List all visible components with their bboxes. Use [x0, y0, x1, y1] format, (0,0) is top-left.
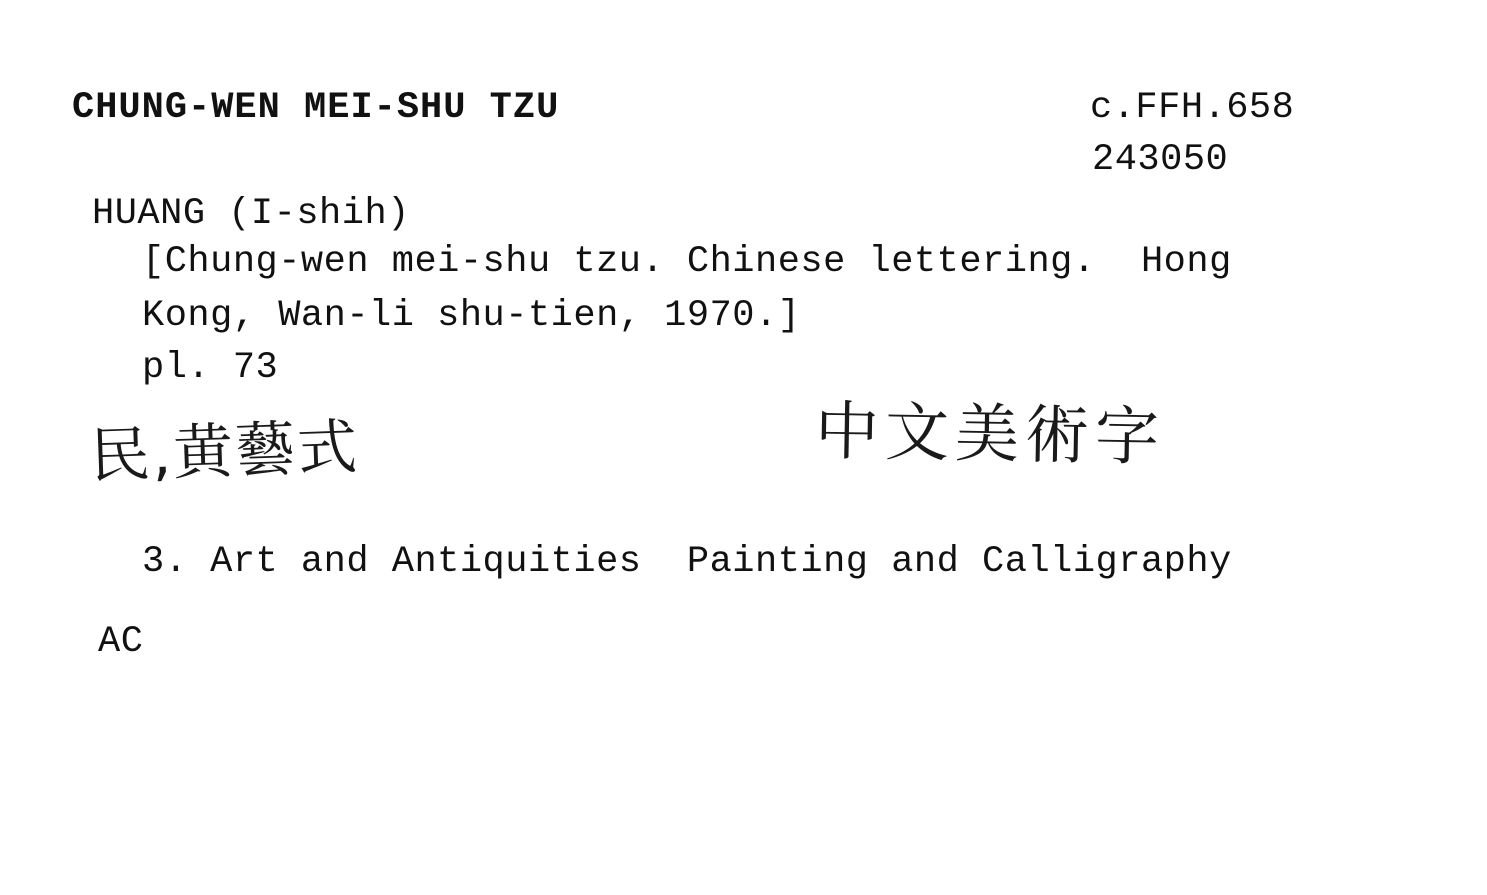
title-line-1: [Chung-wen mei-shu tzu. Chinese lettering. Hong [142, 241, 1232, 283]
handwritten-author-chinese: 民,黄藝式 [88, 412, 361, 492]
subject-heading: 3. Art and Antiquities Painting and Calligraphy [142, 541, 1232, 583]
accession-number: 243050 [1092, 139, 1229, 181]
call-number: c.FFH.658 [1090, 87, 1295, 129]
plates-note: pl. 73 [142, 347, 279, 389]
author-entry: HUANG (I-shih) [92, 193, 410, 235]
card-heading: CHUNG-WEN MEI-SHU TZU [72, 87, 560, 129]
cataloger-initials: AC [98, 621, 144, 663]
handwritten-title-chinese: 中文美術字 [814, 394, 1166, 476]
title-line-2: Kong, Wan-li shu-tien, 1970.] [142, 295, 801, 337]
